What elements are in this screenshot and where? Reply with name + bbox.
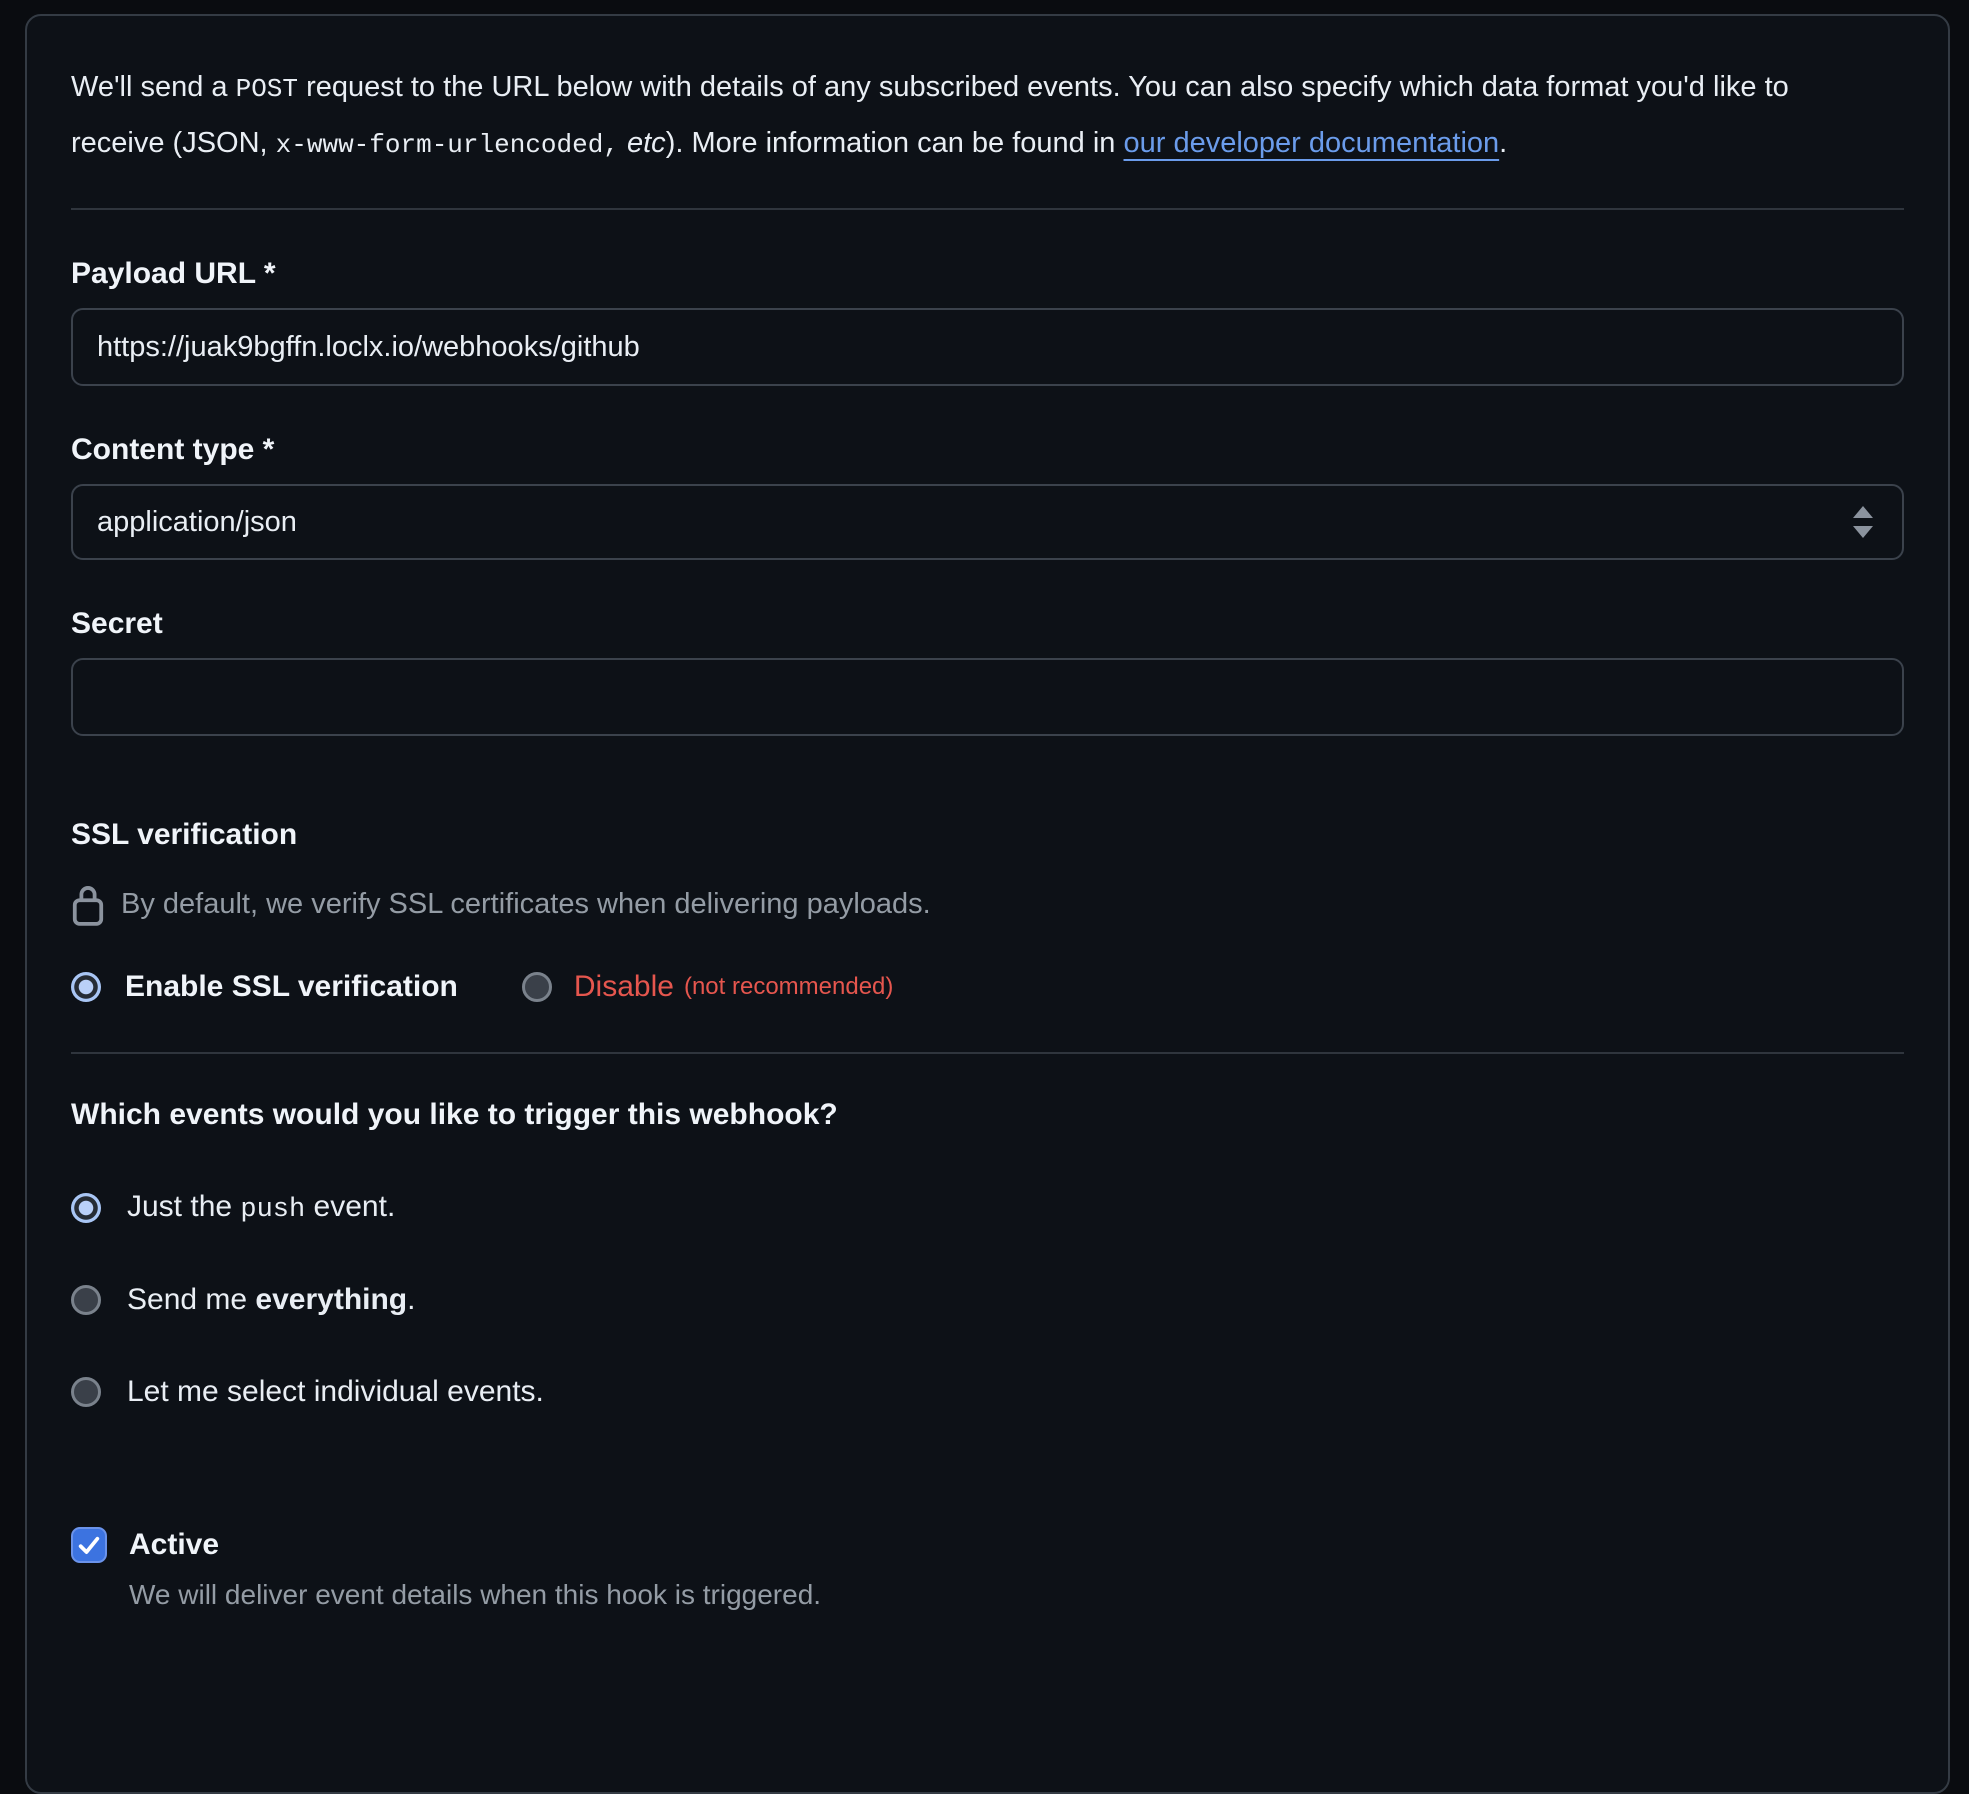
- ssl-verification-heading: SSL verification: [71, 818, 298, 851]
- secret-input[interactable]: [71, 658, 1904, 736]
- events-heading: Which events would you like to trigger this webhook?: [71, 1098, 838, 1131]
- intro-paragraph: We'll send a POST request to the URL below with details of any subscribed events. You can also specify which data format you'd like to receive (JSON, x-www-form-urlencoded, etc). More information can be found in our developer documentation.: [71, 71, 1789, 160]
- disable-ssl-label[interactable]: Disable: [573, 970, 674, 1003]
- content-type-select[interactable]: [71, 484, 1904, 560]
- just-push-label[interactable]: Just the push event.: [127, 1190, 396, 1225]
- urlencoded-code-text: x-www-form-urlencoded,: [275, 130, 619, 160]
- ssl-note-row: [71, 880, 1904, 928]
- individual-events-radio[interactable]: [71, 1377, 101, 1407]
- individual-events-label[interactable]: Let me select individual events.: [127, 1375, 544, 1408]
- enable-ssl-label[interactable]: Enable SSL verification: [125, 970, 458, 1003]
- push-code-text: push: [240, 1195, 306, 1225]
- payload-url-input[interactable]: [71, 308, 1904, 386]
- event-option-just-push: [71, 1190, 1904, 1225]
- active-label[interactable]: Active: [129, 1528, 220, 1561]
- send-everything-label[interactable]: Send me everything.: [127, 1283, 416, 1316]
- lock-icon: [71, 880, 105, 928]
- disable-ssl-note: (not recommended): [683, 973, 894, 1000]
- event-option-everything: [71, 1283, 1904, 1317]
- divider: [71, 208, 1904, 210]
- active-row: [71, 1527, 1904, 1563]
- ssl-radio-row: [71, 970, 1904, 1004]
- enable-ssl-radio[interactable]: [71, 972, 101, 1002]
- checkmark-icon: [74, 1530, 104, 1560]
- up-down-caret-icon: [1850, 503, 1876, 541]
- payload-url-label: Payload URL *: [71, 257, 276, 290]
- content-type-label: Content type *: [71, 433, 275, 466]
- send-everything-radio[interactable]: [71, 1285, 101, 1315]
- intro-text: We'll send a: [71, 71, 236, 103]
- webhook-form-card: [25, 14, 1950, 1794]
- active-note: We will deliver event details when this hook is triggered.: [129, 1579, 822, 1610]
- ssl-note-text: By default, we verify SSL certificates when delivering payloads.: [121, 887, 931, 920]
- divider: [71, 1052, 1904, 1054]
- secret-label: Secret: [71, 607, 163, 640]
- event-option-individual: [71, 1375, 1904, 1409]
- active-checkbox[interactable]: [71, 1527, 107, 1563]
- etc-text: etc: [627, 127, 666, 159]
- disable-ssl-radio[interactable]: [522, 972, 552, 1002]
- developer-documentation-link[interactable]: our developer documentation: [1123, 127, 1500, 159]
- post-code-text: POST: [235, 74, 299, 104]
- just-push-radio[interactable]: [71, 1193, 101, 1223]
- content-type-selected-value: application/json: [97, 505, 297, 538]
